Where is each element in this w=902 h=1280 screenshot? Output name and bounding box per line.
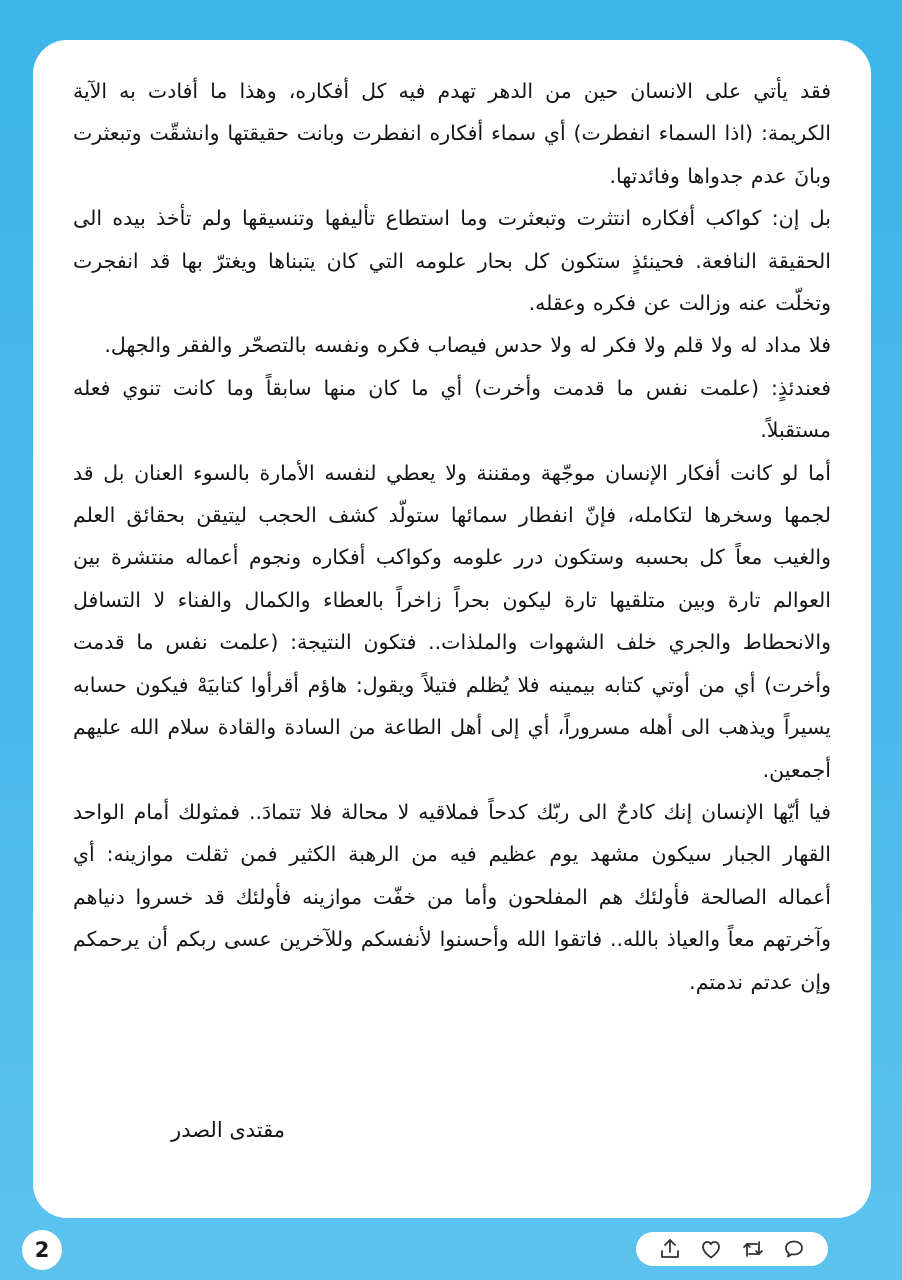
heart-icon[interactable]: [698, 1236, 724, 1262]
signature: مقتدى الصدر: [171, 1118, 285, 1142]
paragraph-5: أما لو كانت أفكار الإنسان موجّهة ومقننة ولا يعطي لنفسه الأمارة بالسوء العنان بل قد لجمها وسخرها لتكامله، فإنّ انفطار سمائها ستولّد كشف الحجب ليتيقن بحقائق العلم والغيب معاً كل بحسبه وستكون درر علومه وكواكب أفكاره ونجوم أعماله منتشرة بين العوالم تارة وبين متلقيها تارة ليكون بحراً زاخراً بالعطاء والكمال والفناء لا التسافل والانحطاط والجري خلف الشهوات والملذات.. فتكون النتيجة: (علمت نفس ما قدمت وأخرت) أي من أوتي كتابه بيمينه فلا يُظلم فتيلاً ويقول: هاؤم أقرأوا كتابيَهْ فيكون حسابه يسيراً ويذهب الى أهله مسروراً، أي إلى أهل الطاعة من السادة والقادة سلام الله عليهم أجمعين.: [73, 460, 831, 782]
share-icon[interactable]: [657, 1236, 683, 1262]
paragraph-6: فيا أيّها الإنسان إنك كادحٌ الى ربّك كدحاً فملاقيه لا محالة فلا تتمادَ.. فمثولك أمام الواحد القهار الجبار سيكون مشهد يوم عظيم فيه من الرهبة الكثير فمن ثقلت موازينه: أي أعماله الصالحة فأولئك هم المفلحون وأما من خفّت موازينه فأولئك قد خسروا دنياهم وآخرتهم معاً والعياذ بالله.. فاتقوا الله وأحسنوا لأنفسكم وللآخرين عسى ربكم أن يرحمكم وإن عدتم ندمتم.: [73, 799, 831, 994]
paragraph-2: بل إن: كواكب أفكاره انتثرت وتبعثرت وما استطاع تأليفها وتنسيقها ولم تأخذ بيده الى الحقيقة النافعة. فحينئذٍ ستكون كل بحار علومه التي كان يتبناها ويغترّ بها قد انفجرت وتخلّت عنه وزالت عن فكره وعقله.: [73, 206, 831, 316]
retweet-icon[interactable]: [740, 1236, 766, 1262]
tweet-action-bar: [636, 1232, 828, 1266]
paragraph-4: فعندئذٍ: (علمت نفس ما قدمت وأخرت) أي ما كان منها سابقاً وما كانت تنوي فعله مستقبلاً.: [73, 375, 831, 443]
comment-icon[interactable]: [781, 1236, 807, 1262]
paragraph-1: فقد يأتي على الانسان حين من الدهر تهدم فيه كل أفكاره، وهذا ما أفادت به الآية الكريمة: (اذا السماء انفطرت) أي سماء أفكاره انفطرت وبانت حقيقتها وانشقّت وتبعثرت وبانَ عدم جدواها وفائدتها.: [73, 79, 831, 188]
text-card: [33, 40, 871, 1218]
paragraph-3: فلا مداد له ولا قلم ولا فكر له ولا حدس فيصاب فكره ونفسه بالتصحّر والفقر والجهل.: [104, 333, 831, 358]
statement-body: [73, 70, 831, 1003]
page-number-badge: 2: [22, 1230, 62, 1270]
